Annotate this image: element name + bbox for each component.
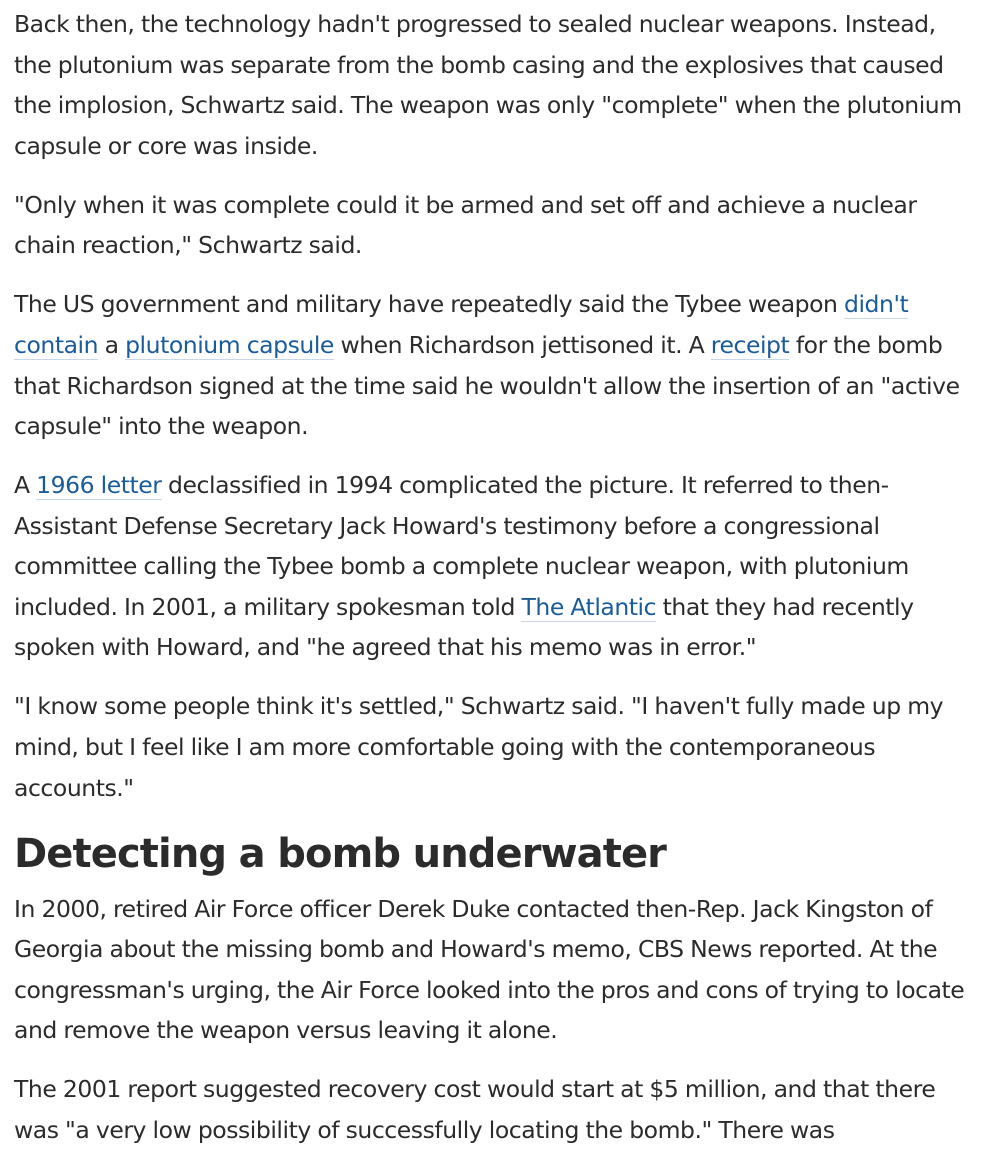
section-heading: Detecting a bomb underwater: [14, 830, 666, 877]
article-body: [14, 4, 979, 1169]
text-span: a: [98, 330, 126, 359]
text-span: declassified in 1994 complicated the picture. It referred to then-Assistant Defense Secretary Jack Howard's testimony before a congressional committee calling the Tybee bomb a complete nuclear weapon, with plutonium included. In 2001, a military spokesman told: [14, 471, 909, 621]
paragraph-chain-reaction-quote: "Only when it was complete could it be armed and set off and achieve a nuclear chain reaction," Schwartz said.: [14, 190, 917, 260]
link-didnt-contain[interactable]: didn't contain: [14, 290, 909, 359]
text-span: A: [14, 471, 37, 500]
link-plutonium-capsule[interactable]: plutonium capsule: [125, 330, 334, 359]
text-span: that they had recently spoken with Howard, and "he agreed that his memo was in error.": [14, 592, 914, 662]
link-receipt[interactable]: receipt: [710, 330, 790, 359]
link-the-atlantic[interactable]: The Atlantic: [521, 592, 657, 621]
text-span: The US government and military have repeatedly said the Tybee weapon: [14, 290, 845, 319]
text-span: for the bomb that Richardson signed at the time said he wouldn't allow the insertion of an "active capsule" into the weapon.: [14, 330, 960, 441]
link-1966-letter[interactable]: 1966 letter: [36, 471, 162, 500]
text-span: when Richardson jettisoned it. A: [333, 330, 711, 359]
paragraph-sealed-weapons: Back then, the technology hadn't progressed to sealed nuclear weapons. Instead, the plutonium was separate from the bomb casing and the explosives that caused the implosion, Schwartz said. The weapon was only "complete" when the plutonium capsule or core was inside.: [14, 10, 962, 160]
paragraph-derek-duke: In 2000, retired Air Force officer Derek Duke contacted then-Rep. Jack Kingston of Georgia about the missing bomb and Howard's memo, CBS News reported. At the congressman's urging, the Air Force looked into the pros and cons of trying to locate and remove the weapon versus leaving it alone.: [14, 894, 965, 1045]
paragraph-2001-report: The 2001 report suggested recovery cost would start at $5 million, and that there was "a very low possibility of successfully locating the bomb." There was: [14, 1075, 936, 1144]
paragraph-government-position: [14, 284, 979, 446]
paragraph-1966-letter: [14, 465, 979, 668]
paragraph-schwartz-quote: "I know some people think it's settled," Schwartz said. "I haven't fully made up my mind, but I feel like I am more comfortable going with the contemporaneous accounts.": [14, 692, 944, 802]
